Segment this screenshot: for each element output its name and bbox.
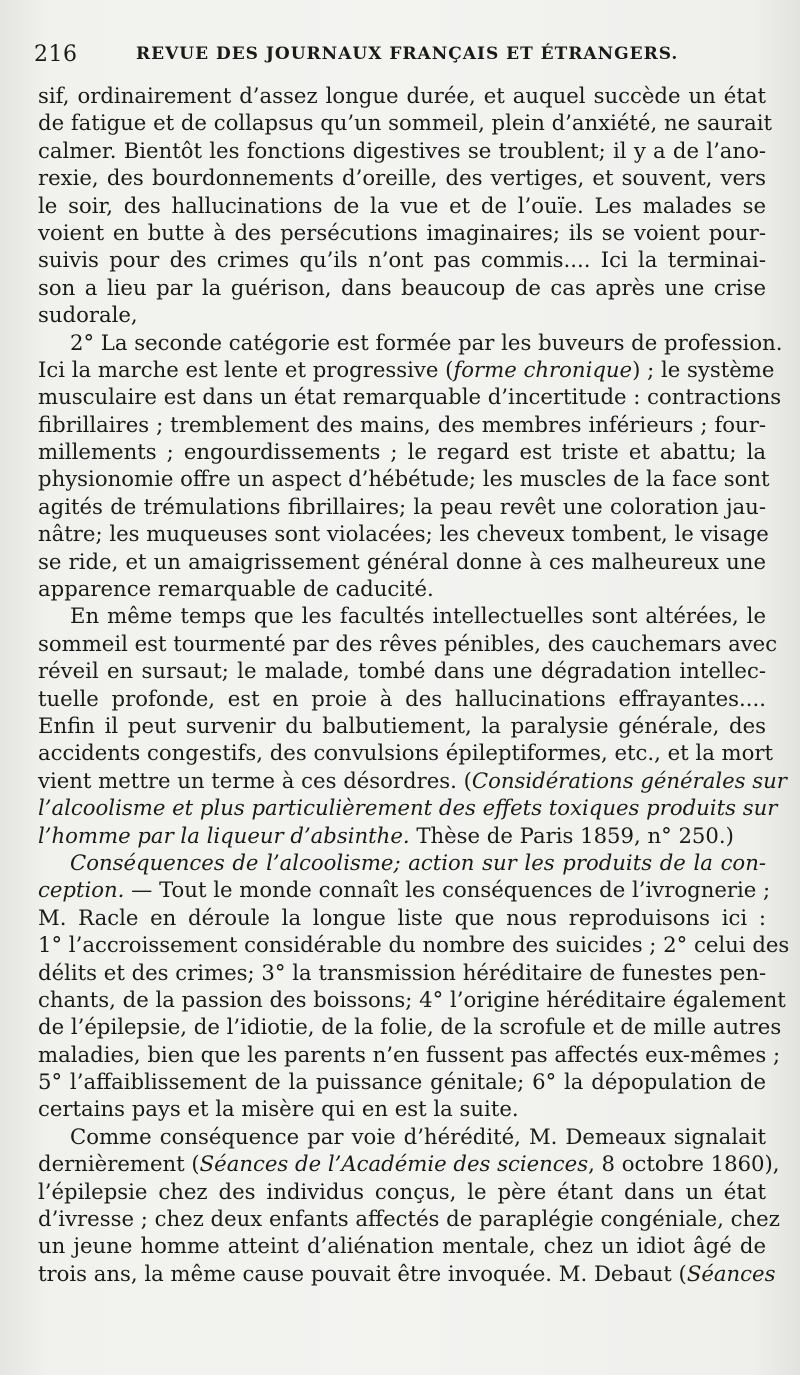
line-text: son a lieu par la guérison, dans beaucoup de cas après une crise bbox=[38, 274, 766, 300]
line-text: voient en butte à des persécutions imaginaires; ils se voient pour- bbox=[38, 219, 766, 245]
line-text: sudorale, bbox=[38, 302, 138, 328]
line-text: suivis pour des crimes qu’ils n’ont pas commis.... Ici la terminai- bbox=[38, 247, 766, 273]
text-line bbox=[38, 520, 769, 547]
line-text: agités de trémulations fibrillaires; la peau revêt une coloration jau- bbox=[38, 493, 766, 519]
text-line bbox=[38, 493, 766, 520]
italic-text: l’homme par la liqueur d’absinthe. bbox=[38, 822, 410, 848]
italic-text: Considérations générales sur bbox=[471, 767, 787, 793]
line-text: accidents congestifs, des convulsions épileptiformes, etc., et la mort bbox=[38, 740, 774, 766]
text-line bbox=[38, 575, 766, 602]
line-text: vient mettre un terme à ces désordres. ( bbox=[38, 767, 472, 793]
line-text: le soir, des hallucinations de la vue et de l’ouïe. Les malades se bbox=[38, 192, 766, 218]
line-text: l’épilepsie chez des individus conçus, le père étant dans un état bbox=[38, 1178, 766, 1204]
line-text: nâtre; les muqueuses sont violacées; les cheveux tombent, le visage bbox=[38, 521, 769, 547]
line-text: 1° l’accroissement considérable du nombre des suicides ; 2° celui des bbox=[38, 932, 790, 958]
line-text: sif, ordinairement d’assez longue durée, et auquel succède un état bbox=[38, 83, 766, 108]
text-line bbox=[38, 712, 766, 739]
line-text: millements ; engourdissements ; le regard est triste et abattu; la bbox=[38, 439, 766, 465]
line-text: chants, de la passion des boissons; 4° l’origine héréditaire également bbox=[38, 986, 786, 1012]
line-text: maladies, bien que les parents n’en fussent pas affectés eux-mêmes ; bbox=[38, 1041, 781, 1067]
line-text: fibrillaires ; tremblement des mains, des membres inférieurs ; four- bbox=[38, 411, 766, 437]
italic-text: forme chronique bbox=[453, 356, 633, 382]
text-line bbox=[38, 1232, 766, 1259]
text-line bbox=[38, 164, 766, 191]
line-text: apparence remarquable de caducité. bbox=[38, 576, 434, 602]
italic-text: ception. bbox=[38, 877, 125, 903]
text-line bbox=[38, 1205, 780, 1232]
line-text: dernièrement ( bbox=[38, 1151, 200, 1177]
line-text: un jeune homme atteint d’aliénation mentale, chez un idiot âgé de bbox=[38, 1233, 766, 1259]
line-text: rexie, des bourdonnements d’oreille, des vertiges, et souvent, vers bbox=[38, 165, 766, 191]
text-line bbox=[38, 383, 782, 410]
text-line bbox=[38, 246, 766, 273]
text-line bbox=[38, 822, 766, 849]
line-text: Ici la marche est lente et progressive ( bbox=[38, 356, 454, 382]
line-text: de fatigue et de collapsus qu’un sommeil, plein d’anxiété, ne saurait bbox=[38, 110, 773, 136]
italic-text: Séances bbox=[686, 1260, 776, 1286]
text-line bbox=[38, 411, 766, 438]
line-text: , 8 octobre 1860), bbox=[588, 1151, 780, 1177]
text-line bbox=[38, 986, 786, 1013]
line-text: Thèse de Paris 1859, n° 250.) bbox=[409, 822, 734, 848]
text-line bbox=[38, 219, 766, 246]
line-text: Enfin il peut survenir du balbutiement, la paralysie générale, des bbox=[38, 712, 766, 738]
italic-text: Séances de l’Académie des sciences bbox=[199, 1151, 589, 1177]
line-text: délits et des crimes; 3° la transmission héréditaire de funestes pen- bbox=[38, 959, 767, 985]
line-text: 5° l’affaiblissement de la puissance génitale; 6° la dépopulation de bbox=[38, 1069, 766, 1095]
text-line bbox=[38, 767, 787, 794]
text-line bbox=[38, 876, 771, 903]
italic-text: Conséquences de l’alcoolisme; action sur les produits de la con- bbox=[70, 849, 766, 875]
line-text: physionomie offre un aspect d’hébétude; les muscles de la face sont bbox=[38, 466, 770, 492]
text-line bbox=[38, 1013, 782, 1040]
page-number: 216 bbox=[34, 42, 78, 67]
text-line bbox=[38, 904, 766, 931]
running-title: REVUE DES JOURNAUX FRANÇAIS ET ÉTRANGERS. bbox=[136, 44, 679, 64]
text-line bbox=[38, 685, 766, 712]
text-line bbox=[38, 1041, 781, 1068]
text-line bbox=[38, 356, 775, 383]
page-header bbox=[34, 40, 774, 70]
text-line bbox=[38, 438, 766, 465]
text-line bbox=[38, 657, 766, 684]
text-line bbox=[38, 1260, 776, 1287]
text-line bbox=[38, 1123, 766, 1150]
line-text: musculaire est dans un état remarquable d’incertitude : contractions bbox=[38, 384, 782, 410]
line-text: ) ; le système bbox=[632, 356, 775, 382]
text-line bbox=[38, 329, 783, 356]
text-line bbox=[38, 794, 778, 821]
text-line bbox=[38, 109, 773, 136]
line-text: certains pays et la misère qui en est la suite. bbox=[38, 1096, 519, 1122]
line-text: se ride, et un amaigrissement général donne à ces malheureux une bbox=[38, 548, 766, 574]
text-line bbox=[38, 192, 766, 219]
text-line bbox=[38, 274, 766, 301]
line-text: de l’épilepsie, de l’idiotie, de la folie, de la scrofule et de mille autres bbox=[38, 1014, 782, 1040]
line-text: 2° La seconde catégorie est formée par les buveurs de profession. bbox=[70, 329, 783, 355]
text-line bbox=[38, 602, 766, 629]
text-line bbox=[38, 1178, 766, 1205]
text-line bbox=[38, 82, 766, 109]
line-text: trois ans, la même cause pouvait être invoquée. M. Debaut ( bbox=[38, 1260, 687, 1286]
text-line bbox=[38, 630, 778, 657]
text-line bbox=[38, 465, 770, 492]
text-line bbox=[38, 301, 766, 328]
text-line bbox=[38, 959, 766, 986]
line-text: tuelle profonde, est en proie à des hallucinations effrayantes.... bbox=[38, 685, 766, 711]
text-line bbox=[38, 1095, 766, 1122]
line-text: réveil en sursaut; le malade, tombé dans une dégradation intellec- bbox=[38, 658, 766, 684]
line-text: En même temps que les facultés intellectuelles sont altérées, le bbox=[70, 603, 766, 629]
line-text: calmer. Bientôt les fonctions digestives se troublent; il y a de l’ano- bbox=[38, 137, 766, 163]
text-line bbox=[38, 739, 774, 766]
line-text: — Tout le monde connaît les conséquences de l’ivrognerie ; bbox=[124, 877, 771, 903]
italic-text: l’alcoolisme et plus particulièrement des effets toxiques produits sur bbox=[38, 795, 778, 821]
text-line bbox=[38, 1150, 780, 1177]
line-text: M. Racle en déroule la longue liste que nous reproduisons ici : bbox=[38, 904, 766, 930]
text-line bbox=[38, 1068, 766, 1095]
line-text: Comme conséquence par voie d’hérédité, M. Demeaux signalait bbox=[70, 1123, 766, 1149]
body-text bbox=[38, 82, 790, 1287]
line-text: sommeil est tourmenté par des rêves pénibles, des cauchemars avec bbox=[38, 630, 778, 656]
text-line bbox=[38, 548, 766, 575]
text-line bbox=[38, 931, 790, 958]
line-text: d’ivresse ; chez deux enfants affectés de paraplégie congéniale, chez bbox=[38, 1206, 780, 1232]
text-line bbox=[38, 849, 766, 876]
text-line bbox=[38, 137, 766, 164]
